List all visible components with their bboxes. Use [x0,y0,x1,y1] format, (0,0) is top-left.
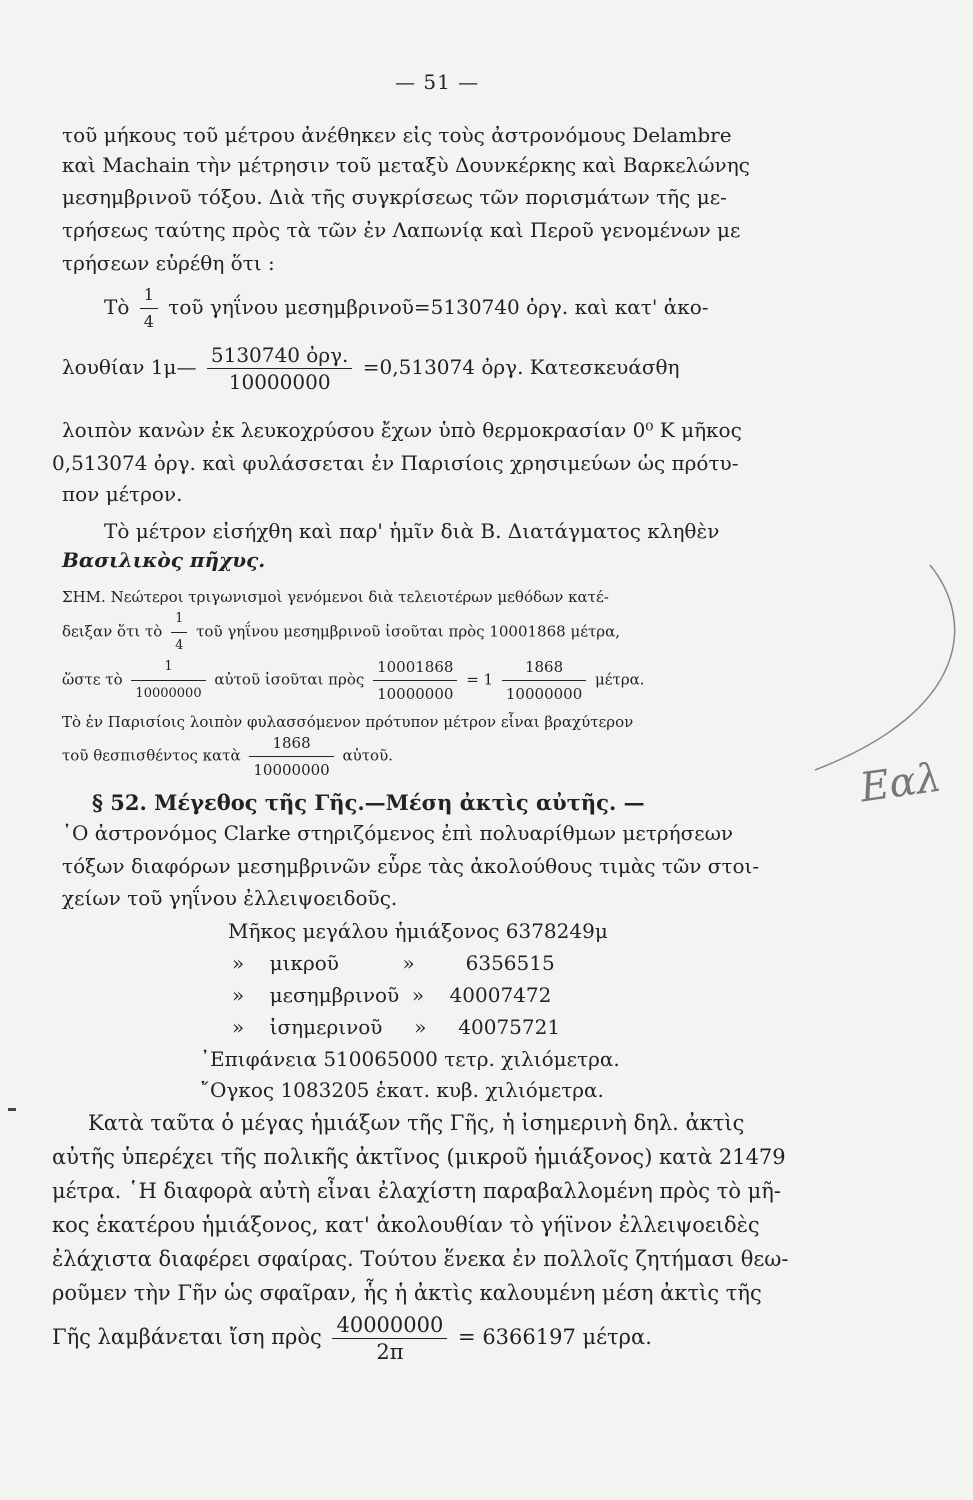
fraction-denominator: 2π [332,1338,447,1365]
table-line: » ἰσημερινοῦ » 40075721 [232,1015,561,1039]
text-line [52,1312,652,1365]
text-line: ἐλάχιστα διαφέρει σφαίρας. Τούτου ἕνεκα ἐν πολλοῖς ζητήμασι θεω- [52,1247,789,1271]
text-line: τοῦ μήκους τοῦ μέτρου ἀνέθηκεν εἰς τοὺς ἀστρονόμους Delambre [62,123,732,147]
text-run: αὐτοῦ ἰσοῦται πρὸς [214,670,365,689]
page-number: — 51 — [395,70,480,94]
text-line: τρήσεως ταύτης πρὸς τὰ τῶν ἐν Λαπωνίᾳ καὶ Περοῦ γενομένων με [62,218,741,242]
text-line: πον μέτρον. [62,482,183,506]
text-run: αὐτοῦ. [342,746,393,765]
text-line [104,282,709,335]
section-heading: § 52. Μέγεθος τῆς Γῆς.—Μέση ἀκτὶς αὐτῆς. — [92,790,645,815]
note-line [62,730,393,783]
margin-mark [8,1108,16,1111]
text-run: μέτρα. [595,670,645,689]
text-run: τοῦ γηΐνου μεσημβρινοῦ ἰσοῦται πρὸς 10001868 μέτρα, [196,622,620,641]
text-line: μεσημβρινοῦ τόξου. Διὰ τῆς συγκρίσεως τῶν πορισμάτων τῆς με- [62,185,727,209]
fraction-denominator: 10000000 [502,680,586,707]
fraction-denominator: 10000000 [249,756,333,783]
text-run: δειξαν ὅτι τὸ [62,622,163,641]
fraction-denominator: 4 [171,632,187,659]
text-line: τόξων διαφόρων μεσημβρινῶν εὗρε τὰς ἀκολούθους τιμὰς τῶν στοι- [62,854,760,878]
fraction-numerator: 5130740 ὀργ. [210,343,349,367]
note-line: ΣΗΜ. Νεώτεροι τριγωνισμοὶ γενόμενοι διὰ τελειοτέρων μεθόδων κατέ- [62,588,609,606]
text-line: χείων τοῦ γηΐνου ἐλλειψοειδοῦς. [62,886,398,910]
table-line: ᾿Επιφάνεια 510065000 τετρ. χιλιόμετρα. [200,1047,620,1071]
text-line: καὶ Machain τὴν μέτρησιν τοῦ μεταξὺ Δουνκέρκης καὶ Βαρκελώνης [62,153,750,177]
fraction-numerator: 1868 [272,734,311,752]
fraction-numerator: 40000000 [336,1313,444,1337]
text-line: αὐτῆς ὑπερέχει τῆς πολικῆς ἀκτῖνος (μικροῦ ἡμιάξονος) κατὰ 21479 [52,1145,786,1169]
text-line: κος ἑκατέρου ἡμιάξονος, κατ' ἀκολουθίαν τὸ γήϊνον ἐλλειψοειδὲς [52,1213,760,1237]
fraction-denominator: 10000000 [373,680,457,707]
text-line: μέτρα. ῾Η διαφορὰ αὐτὴ εἶναι ἐλαχίστη παραβαλλομένη πρὸς τὸ μῆ- [52,1179,781,1203]
fraction-denominator: 10000000 [207,368,353,395]
text-run: Γῆς λαμβάνεται ἴση πρὸς [52,1325,322,1349]
note-line: Τὸ ἐν Παρισίοις λοιπὸν φυλασσόμενον πρότυπον μέτρον εἶναι βραχύτερον [62,713,634,731]
margin-pencil-arc [790,560,973,780]
text-line: Τὸ μέτρον εἰσήχθη καὶ παρ' ἡμῖν διὰ Β. Διατάγματος κληθὲν [104,519,720,543]
text-line: τρήσεων εὑρέθη ὅτι : [62,251,275,275]
fraction [502,654,586,707]
fraction-denominator: 10000000 [131,680,205,707]
fraction [249,730,333,783]
text-run: τοῦ θεσπισθέντος κατὰ [62,746,241,765]
fraction-numerator: 1 [164,659,173,674]
text-run: =0,513074 ὀργ. Κατεσκευάσθη [362,355,680,379]
fraction [140,282,158,335]
table-line: ῎Ογκος 1083205 ἑκατ. κυβ. χιλιόμετρα. [200,1078,604,1102]
table-line: » μεσημβρινοῦ » 40007472 [232,983,552,1007]
fraction-numerator: 1 [143,285,154,304]
text-line: 0,513074 ὀργ. καὶ φυλάσσεται ἐν Παρισίοις χρησιμεύων ὡς πρότυ- [52,451,739,475]
text-line: Βασιλικὸς πῆχυς. [62,548,266,572]
fraction [373,654,457,707]
fraction-numerator: 10001868 [377,658,454,676]
text-run: Τὸ [104,295,130,319]
note-line [62,606,620,659]
table-line: » μικροῦ » 6356515 [232,951,555,975]
fraction [171,606,187,659]
fraction [332,1312,447,1365]
text-line: ροῦμεν τὴν Γῆν ὡς σφαῖραν, ἧς ἡ ἀκτὶς καλουμένη μέση ἀκτὶς τῆς [52,1281,762,1305]
text-run: = 6366197 μέτρα. [458,1325,652,1349]
margin-note [857,754,970,850]
fraction-numerator: 1 [175,611,184,626]
fraction-numerator: 1868 [524,658,564,676]
fraction-denominator: 4 [140,308,158,335]
note-line [62,654,645,707]
text-run: = 1 [466,670,494,689]
fraction [131,654,205,707]
text-line: Κατὰ ταῦτα ὁ μέγας ἡμιάξων τῆς Γῆς, ἡ ἰσημερινὴ δηλ. ἀκτὶς [88,1111,745,1135]
margin-note-text: Εαλ [857,754,945,812]
text-run: ὥστε τὸ [62,670,123,689]
fraction [207,342,353,395]
text-run: λουθίαν 1μ— [62,355,197,379]
table-line: Μῆκος μεγάλου ἡμιάξονος 6378249μ [228,919,608,943]
text-line: ῾Ο ἀστρονόμος Clarke στηριζόμενος ἐπὶ πολυαρίθμων μετρήσεων [62,821,734,845]
text-line: λοιπὸν κανὼν ἐκ λευκοχρύσου ἔχων ὑπὸ θερμοκρασίαν 0⁰ Κ μῆκος [62,418,742,442]
text-line [62,342,680,395]
text-run: τοῦ γηΐνου μεσημβρινοῦ=5130740 ὀργ. καὶ κατ' ἀκο- [168,295,709,319]
